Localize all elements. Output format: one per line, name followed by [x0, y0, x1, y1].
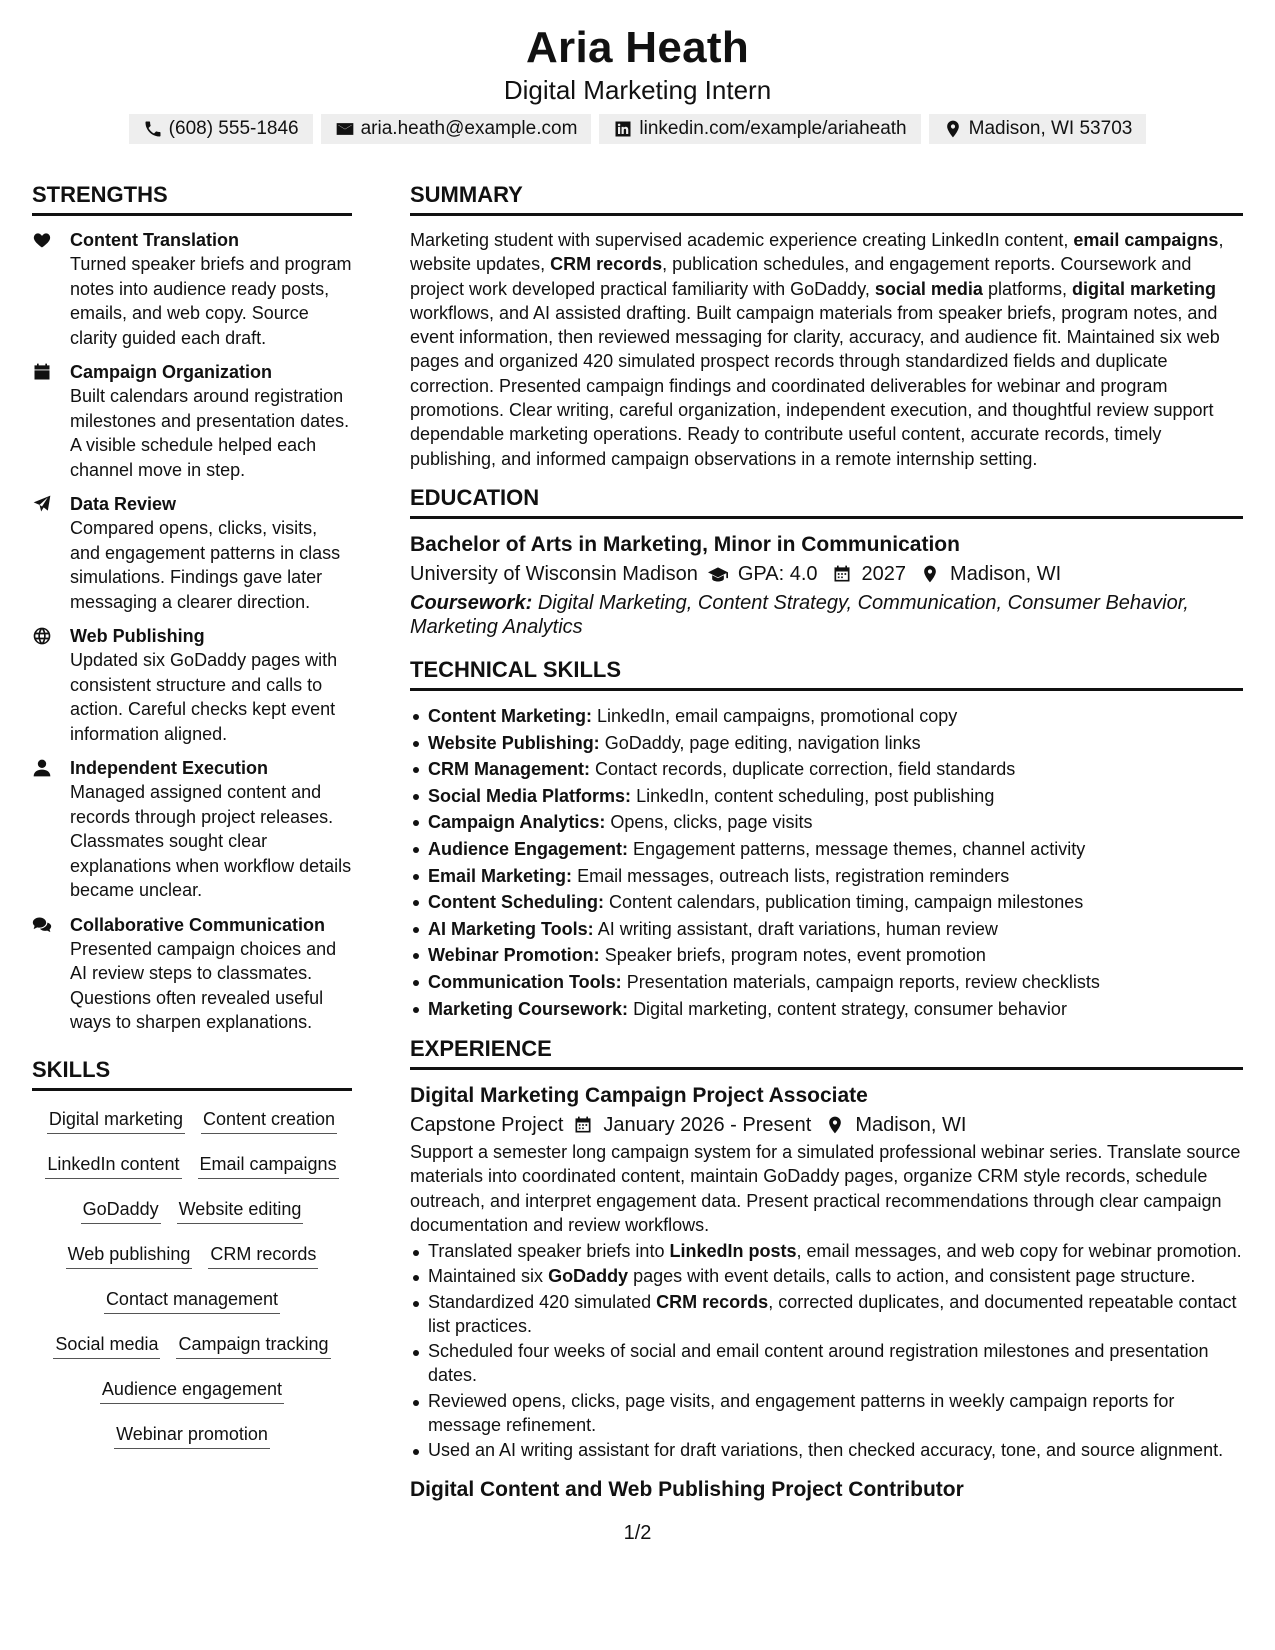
text-run: , website updates, [410, 230, 1224, 275]
envelope-icon [335, 119, 355, 139]
strength-item [32, 756, 352, 903]
linkedin-text: linkedin.com/example/ariaheath [639, 118, 907, 139]
skill-value: Email messages, outreach lists, registration reminders [577, 865, 1010, 886]
globe-icon [32, 624, 70, 746]
strength-text: Managed assigned content and records through project releases. Classmates sought clear explanations when workflow details became unclear. [70, 782, 352, 900]
resume-header [32, 22, 1243, 144]
degree-title: Bachelor of Arts in Marketing, Minor in Communication [410, 532, 960, 556]
text-run: Reviewed opens, clicks, page visits, and engagement patterns in weekly campaign reports for message refinement. [428, 1390, 1175, 1435]
skill-label: Content Marketing: [428, 705, 592, 726]
strength-item [32, 360, 352, 482]
skill-value: LinkedIn, email campaigns, promotional copy [597, 705, 958, 726]
experience-heading: EXPERIENCE [410, 1036, 1243, 1070]
list-item [410, 1290, 1243, 1338]
job-title: Digital Content and Web Publishing Project Contributor [410, 1478, 964, 1502]
skill-value: Opens, clicks, page visits [610, 812, 813, 833]
candidate-name: Aria Heath [525, 23, 750, 72]
list-item [410, 756, 1243, 783]
skill-tag: Website editing [177, 1197, 304, 1224]
skill-row [32, 1373, 352, 1418]
skill-label: AI Marketing Tools: [428, 918, 594, 939]
list-item [410, 730, 1243, 757]
skill-label: CRM Management: [428, 759, 591, 780]
text-run: , publication schedules, and engagement reports. Coursework and project work developed practical familiarity with GoDaddy, [410, 254, 1192, 299]
skills-section [32, 1057, 352, 1463]
job-bullets [410, 1239, 1243, 1462]
skill-value: AI writing assistant, draft variations, human review [597, 918, 998, 939]
list-item [410, 809, 1243, 836]
skill-label: Marketing Coursework: [428, 998, 629, 1019]
skills-heading: SKILLS [32, 1057, 352, 1091]
comments-icon [32, 913, 70, 1035]
skill-label: Campaign Analytics: [428, 812, 606, 833]
text-run: , corrected duplicates, and documented repeatable contact list practices. [428, 1291, 1237, 1336]
bold-keyword: LinkedIn posts [669, 1241, 797, 1262]
list-item [410, 889, 1243, 916]
education-meta [410, 559, 1243, 589]
skill-row [32, 1103, 352, 1148]
skill-row [32, 1238, 352, 1283]
job-org: Capstone Project [410, 1114, 564, 1137]
graduation-year: 2027 [861, 562, 907, 585]
list-item [410, 942, 1243, 969]
contact-bar [32, 114, 1243, 144]
location-text: Madison, WI 53703 [968, 118, 1133, 139]
skill-tag: Webinar promotion [114, 1422, 270, 1449]
skill-value: Presentation materials, campaign reports, review checklists [626, 971, 1100, 992]
coursework-text: Digital Marketing, Content Strategy, Communication, Consumer Behavior, Marketing Analytics [410, 591, 1189, 638]
list-item [410, 1389, 1243, 1437]
heart-icon [32, 228, 70, 350]
skill-tag: Email campaigns [198, 1152, 339, 1179]
strength-text: Compared opens, clicks, visits, and engagement patterns in class simulations. Findings gave later messaging a clearer direction. [70, 518, 341, 612]
paper-plane-icon [32, 492, 70, 614]
skill-label: Website Publishing: [428, 732, 600, 753]
calendar-icon [573, 1115, 593, 1135]
skill-label: Content Scheduling: [428, 892, 604, 913]
list-item [410, 703, 1243, 730]
strength-title: Campaign Organization [70, 362, 273, 382]
contact-linkedin[interactable] [599, 114, 920, 144]
calendar-icon [32, 360, 70, 482]
skill-row [32, 1283, 352, 1328]
skill-value: Engagement patterns, message themes, channel activity [633, 838, 1086, 859]
list-item [410, 996, 1243, 1023]
skill-value: Speaker briefs, program notes, event promotion [604, 945, 986, 966]
page-number: 1/2 [623, 1522, 652, 1544]
list-item [410, 836, 1243, 863]
map-pin-icon [825, 1115, 845, 1135]
list-item [410, 1264, 1243, 1288]
calendar-icon [832, 564, 852, 584]
skill-value: GoDaddy, page editing, navigation links [604, 732, 921, 753]
list-item [410, 1239, 1243, 1263]
strength-text: Updated six GoDaddy pages with consistent structure and calls to action. Careful checks kept event information aligned. [70, 650, 338, 744]
phone-icon [143, 119, 163, 139]
contact-email[interactable] [321, 114, 592, 144]
user-icon [32, 756, 70, 903]
skill-label: Email Marketing: [428, 865, 573, 886]
bold-keyword: GoDaddy [548, 1266, 629, 1287]
strength-text: Presented campaign choices and AI review steps to classmates. Questions often revealed useful ways to sharpen explanations. [70, 938, 337, 1032]
technical-skills-heading: TECHNICAL SKILLS [410, 657, 1243, 691]
text-run: Maintained six [428, 1266, 549, 1287]
strength-item [32, 228, 352, 350]
skill-label: Audience Engagement: [428, 838, 629, 859]
list-item [410, 1339, 1243, 1387]
education-heading: EDUCATION [410, 485, 1243, 519]
job-title: Digital Marketing Campaign Project Associate [410, 1084, 868, 1108]
skill-value: Content calendars, publication timing, campaign milestones [609, 892, 1084, 913]
skill-tag: Social media [53, 1332, 160, 1359]
job-location: Madison, WI [855, 1114, 967, 1137]
skill-value: Contact records, duplicate correction, field standards [595, 759, 1016, 780]
resume-columns [32, 182, 1243, 1504]
bold-keyword: social media [874, 278, 983, 299]
bold-keyword: CRM records [656, 1291, 769, 1312]
text-run: , email messages, and web copy for webinar promotion. [796, 1241, 1242, 1262]
skill-label: Social Media Platforms: [428, 785, 632, 806]
email-text: aria.heath@example.com [360, 118, 578, 139]
list-item [410, 969, 1243, 996]
phone-text: (608) 555-1846 [168, 118, 299, 139]
candidate-role: Digital Marketing Intern [503, 75, 772, 105]
strengths-heading: STRENGTHS [32, 182, 352, 216]
text-run: platforms, [982, 278, 1072, 299]
text-run: Scheduled four weeks of social and email content around registration milestones and presentation dates. [428, 1341, 1209, 1386]
education-location: Madison, WI [950, 562, 1062, 585]
strength-item [32, 913, 352, 1035]
contact-phone [129, 114, 313, 144]
bold-keyword: CRM records [550, 254, 663, 275]
skill-tag: Contact management [104, 1287, 280, 1314]
text-run: Marketing student with supervised academic experience creating LinkedIn content, [410, 230, 1074, 250]
summary-heading: SUMMARY [410, 182, 1243, 216]
text-run: workflows, and AI assisted drafting. Built campaign materials from speaker briefs, program notes, and event information, then reviewed messaging for clarity, accuracy, and audience fit. Maintained six web pages and organized 420 simulated prospect records through standardized fields and duplicate correction. Presented campaign findings and coordinated deliverables for webinar and program promotions. Clear writing, careful organization, independent execution, and thoughtful review support dependable marketing operations. Ready to contribute useful content, accurate records, timely publishing, and informed campaign observations in a remote internship setting. [410, 302, 1220, 469]
summary-text [410, 228, 1243, 471]
skill-label: Communication Tools: [428, 971, 622, 992]
skill-tag: Audience engagement [100, 1377, 284, 1404]
skill-value: Digital marketing, content strategy, consumer behavior [633, 998, 1067, 1019]
job-dates: January 2026 - Present [603, 1114, 812, 1137]
school-name: University of Wisconsin Madison [410, 562, 698, 585]
strength-item [32, 492, 352, 614]
skill-row [32, 1328, 352, 1373]
contact-location [929, 114, 1147, 144]
linkedin-icon [613, 119, 633, 139]
list-item [410, 863, 1243, 890]
coursework-label: Coursework: [410, 591, 533, 614]
strength-title: Independent Execution [70, 758, 269, 778]
skill-row [32, 1418, 352, 1463]
skill-row [32, 1193, 352, 1238]
list-item [410, 1438, 1243, 1462]
skill-tag: LinkedIn content [45, 1152, 181, 1179]
map-pin-icon [943, 119, 963, 139]
coursework [410, 591, 1243, 639]
left-column [32, 182, 352, 1504]
job-description: Support a semester long campaign system for a simulated professional webinar series. Translate source materials into coordinated content, maintain GoDaddy pages, organize CRM style records, schedule outreach, and interpret engagement data. Present practical recommendations through clear campaign documentation and review workflows. [410, 1142, 1241, 1235]
skill-tag: Content creation [201, 1107, 337, 1134]
list-item [410, 916, 1243, 943]
skill-tag: Campaign tracking [176, 1332, 330, 1359]
text-run: pages with event details, calls to action, and consistent page structure. [628, 1266, 1196, 1287]
strength-item [32, 624, 352, 746]
bold-keyword: email campaigns [1073, 230, 1219, 250]
strength-title: Data Review [70, 494, 177, 514]
skill-tag: Digital marketing [47, 1107, 185, 1134]
text-run: Used an AI writing assistant for draft variations, then checked accuracy, tone, and source alignment. [428, 1439, 1224, 1460]
graduation-cap-icon [708, 564, 728, 584]
strength-title: Content Translation [70, 230, 240, 250]
skill-tag: Web publishing [66, 1242, 193, 1269]
bold-keyword: digital marketing [1071, 278, 1216, 299]
map-pin-icon [920, 564, 940, 584]
strength-title: Collaborative Communication [70, 914, 326, 935]
job-meta [410, 1110, 1243, 1140]
skill-tag: GoDaddy [81, 1197, 161, 1224]
skill-label: Webinar Promotion: [428, 945, 600, 966]
skill-row [32, 1148, 352, 1193]
strength-text: Turned speaker briefs and program notes into audience ready posts, emails, and web copy. Source clarity guided each draft. [70, 254, 352, 348]
strength-text: Built calendars around registration milestones and presentation dates. A visible schedule helped each channel move in step. [70, 386, 350, 480]
list-item [410, 783, 1243, 810]
technical-skills-list [410, 703, 1243, 1022]
text-run: Standardized 420 simulated [428, 1291, 657, 1312]
gpa-text: GPA: 4.0 [737, 562, 818, 585]
strength-title: Web Publishing [70, 626, 205, 646]
skill-tag: CRM records [208, 1242, 318, 1269]
text-run: Translated speaker briefs into [428, 1241, 670, 1262]
right-column [410, 182, 1243, 1504]
skill-value: LinkedIn, content scheduling, post publishing [636, 785, 995, 806]
